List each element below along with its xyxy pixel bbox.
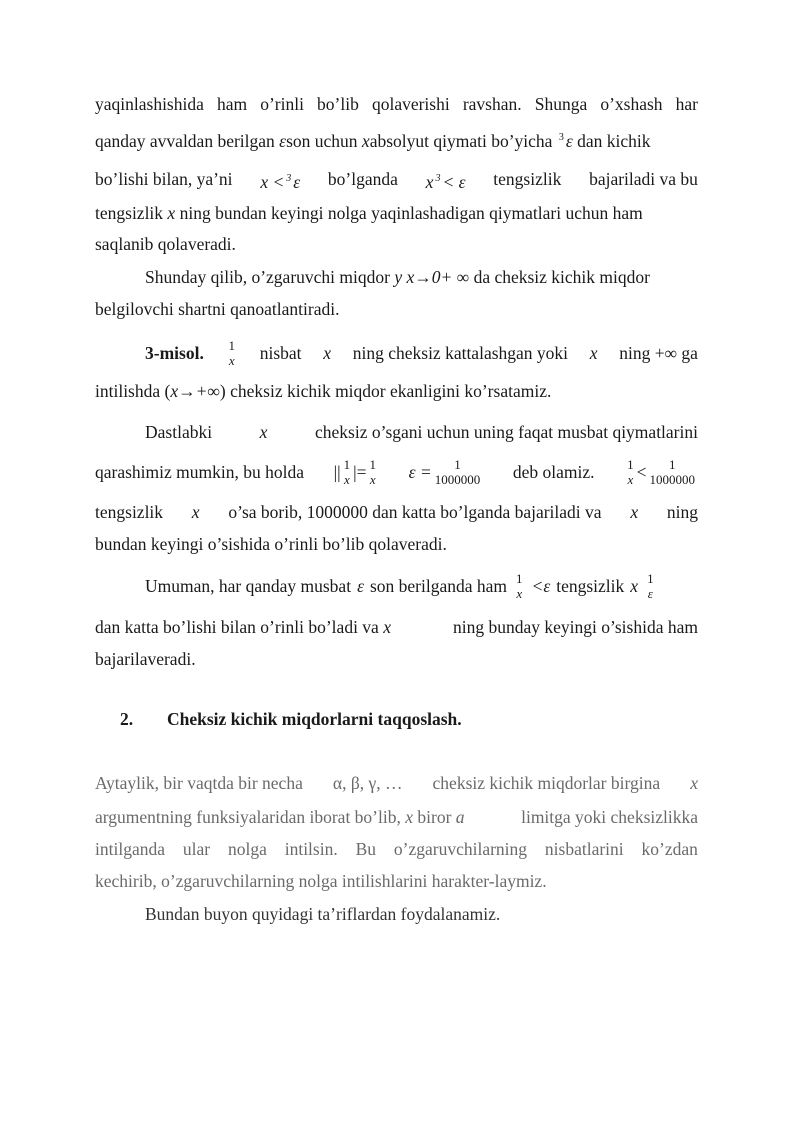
- text: o’sa borib, 1000000 dan katta bo’lganda bajariladi va: [228, 502, 602, 522]
- word: o’rinli: [260, 94, 304, 114]
- frac-num: 1: [647, 571, 654, 586]
- fraction: [627, 457, 634, 487]
- fraction: [229, 338, 236, 368]
- text: bajarilaveradi.: [95, 649, 196, 669]
- math-x: x: [405, 807, 414, 827]
- fraction: [516, 571, 523, 601]
- text: son uchun: [286, 131, 358, 151]
- text: Umuman, har qanday musbat: [145, 576, 352, 596]
- text-span: [95, 127, 650, 152]
- text: intilishda (: [95, 381, 171, 401]
- text: tengsizlik: [556, 576, 625, 596]
- word: ham: [216, 94, 248, 114]
- frac-num: 1: [669, 457, 676, 472]
- frac-den: x: [369, 472, 376, 487]
- word: Shunga: [534, 94, 588, 114]
- text: Aytaylik, bir vaqtda bir necha: [95, 773, 303, 793]
- frac-num: 1: [369, 457, 377, 472]
- text: qarashimiz mumkin, bu holda: [95, 462, 304, 482]
- text: argumentning funksiyalaridan iborat bo’lib,: [95, 807, 401, 827]
- text: son berilganda ham: [369, 576, 508, 596]
- word: intilsin.: [284, 839, 338, 859]
- frac-den: x: [627, 472, 634, 487]
- p4-line-1: [145, 566, 698, 606]
- p3-line-1: [145, 421, 698, 443]
- math-x: x: [191, 502, 200, 522]
- section-number: 2.: [120, 709, 134, 729]
- text: Bundan buyon quyidagi ta’riflardan foydalanamiz.: [145, 904, 501, 924]
- word: nolga: [227, 839, 267, 859]
- fraction: [650, 457, 696, 487]
- p1-line-4: [95, 202, 698, 224]
- text: da cheksiz kichik miqdor: [473, 267, 650, 287]
- math-x: x: [383, 617, 391, 637]
- math-x: x: [361, 131, 370, 151]
- word: nisbatlarini: [544, 839, 624, 859]
- text: bo’lishi bilan, ya’ni: [95, 169, 233, 189]
- frac-den: 1000000: [434, 472, 481, 487]
- text: deb olamiz.: [512, 462, 595, 482]
- text: biror: [417, 807, 452, 827]
- frac-den: x: [516, 586, 523, 601]
- frac-den: x: [344, 472, 350, 487]
- section-heading: [120, 709, 462, 730]
- frac-den: ε: [647, 586, 653, 601]
- math-y: y: [394, 267, 403, 287]
- frac-den: 1000000: [649, 472, 695, 487]
- math-expr: < ε: [442, 172, 466, 192]
- example-label: 3-misol.: [145, 343, 204, 363]
- text: qanday avvaldan berilgan: [95, 131, 275, 151]
- text: ning: [666, 502, 698, 522]
- text: dan katta bo’lishi bilan o’rinli bo’ladi va: [95, 617, 379, 637]
- math-epsilon: ε: [293, 172, 301, 192]
- abs-bars: ||: [333, 462, 341, 482]
- math-x: x: [425, 172, 434, 192]
- math-expr: x <: [260, 172, 285, 192]
- frac-num: 1: [516, 571, 523, 586]
- math-epsilon: ε: [279, 131, 287, 151]
- word: yaqinlashishida: [95, 94, 204, 114]
- text: kechirib, o’zgaruvchilarning nolga intilishlarini harakter-laymiz.: [95, 871, 547, 891]
- math-eq: |=: [353, 462, 367, 482]
- text: tengsizlik: [95, 203, 164, 223]
- text: bo’lganda: [327, 169, 398, 189]
- word: ular: [182, 839, 211, 859]
- text: Dastlabki: [145, 422, 213, 442]
- p5-line-2: [95, 806, 698, 828]
- word: bo’lib: [317, 94, 359, 114]
- frac-den: x: [228, 353, 235, 368]
- text: nisbat: [259, 343, 302, 363]
- power: 3: [435, 173, 441, 184]
- frac-num: 1: [627, 457, 634, 472]
- math-expr: x→+∞: [170, 381, 220, 401]
- text: tengsizlik: [493, 169, 562, 189]
- word: ravshan.: [462, 94, 522, 114]
- math-epsilon: ε: [565, 131, 573, 151]
- math-arrow: x→0+: [406, 267, 453, 287]
- math-inequality-2: [426, 168, 466, 193]
- math-x: x: [323, 343, 332, 363]
- p5-line-5: [145, 903, 698, 925]
- text: ning bundan keyingi nolga yaqinlashadigan qiymatlari uchun ham: [179, 203, 643, 223]
- math-inequality: [260, 168, 300, 193]
- math-a: a: [455, 807, 465, 827]
- example3-line-2: [95, 380, 698, 402]
- math-epsilon: ε =: [408, 462, 432, 482]
- text: ning +∞ ga: [619, 343, 698, 363]
- text: cheksiz kichik miqdorlar birgina: [432, 773, 661, 793]
- text: ning cheksiz kattalashgan yoki: [352, 343, 569, 363]
- text: saqlanib qolaveradi.: [95, 234, 236, 254]
- text-span: [95, 616, 391, 638]
- p1-line-5: [95, 233, 698, 255]
- text: limitga yoki cheksizlikka: [521, 807, 698, 827]
- math-x: x: [259, 422, 268, 442]
- frac-num: 1: [343, 457, 351, 472]
- p2-line-1: [145, 266, 698, 288]
- text: cheksiz o’sgani uchun uning faqat musbat qiymatlarini: [315, 422, 698, 442]
- math-abs-expr: [334, 457, 379, 487]
- math-lt-eps: <ε: [531, 576, 551, 596]
- text: absolyut qiymati bo’yicha: [369, 131, 553, 151]
- word: ko’zdan: [641, 839, 698, 859]
- text-span: [95, 806, 465, 828]
- p3-line-4: [95, 533, 698, 555]
- math-x: x: [167, 203, 176, 223]
- fraction: [435, 457, 481, 487]
- word: har: [675, 94, 698, 114]
- frac-num: 1: [454, 457, 461, 472]
- p1-line-3: [95, 168, 698, 193]
- p5-line-1: [95, 772, 698, 794]
- text: ning bunday keyingi o’sishida ham: [453, 617, 698, 637]
- p3-line-3: [95, 501, 698, 523]
- p2-line-2: [95, 298, 698, 320]
- math-x: x: [589, 343, 598, 363]
- p4-line-3: [95, 648, 698, 670]
- root-index: 3: [558, 132, 564, 143]
- fraction: [344, 457, 351, 487]
- example3-line-1: [145, 333, 698, 373]
- text: belgilovchi shartni qanoatlantiradi.: [95, 299, 340, 319]
- p5-line-3: [95, 838, 698, 860]
- p4-line-2: [95, 616, 698, 638]
- text: bundan keyingi o’sishida o’rinli bo’lib qolaveradi.: [95, 534, 447, 554]
- word: o’xshash: [600, 94, 663, 114]
- p3-line-2: [95, 452, 698, 492]
- math-eps-expr: [409, 457, 484, 487]
- root-index: 3: [286, 173, 292, 184]
- math-x: x: [630, 502, 639, 522]
- word: Bu: [355, 839, 377, 859]
- math-ineq-expr: [624, 457, 698, 487]
- math-epsilon: ε: [357, 576, 364, 596]
- math-infinity: ∞: [456, 267, 470, 287]
- p5-line-4: [95, 870, 698, 892]
- frac-num: 1: [228, 338, 236, 353]
- math-x: x: [630, 576, 639, 596]
- text: dan kichik: [577, 131, 651, 151]
- word: qolaverishi: [371, 94, 450, 114]
- fraction: [370, 457, 377, 487]
- text: bajariladi va bu: [589, 169, 698, 189]
- text: ) cheksiz kichik miqdor ekanligini ko’rsatamiz.: [219, 381, 552, 401]
- math-lt: <: [636, 462, 647, 482]
- math-greek-list: α, β, γ, …: [332, 773, 403, 793]
- section-title: Cheksiz kichik miqdorlarni taqqoslash.: [167, 709, 462, 729]
- word: intilganda: [95, 839, 165, 859]
- math-x: x: [690, 773, 698, 793]
- p1-line-1: [95, 93, 698, 115]
- word: o’zgaruvchilarning: [393, 839, 528, 859]
- text: Shunday qilib, o’zgaruvchi miqdor: [145, 267, 390, 287]
- fraction: [647, 571, 654, 601]
- p1-line-2: [95, 127, 698, 152]
- text: tengsizlik: [95, 502, 164, 522]
